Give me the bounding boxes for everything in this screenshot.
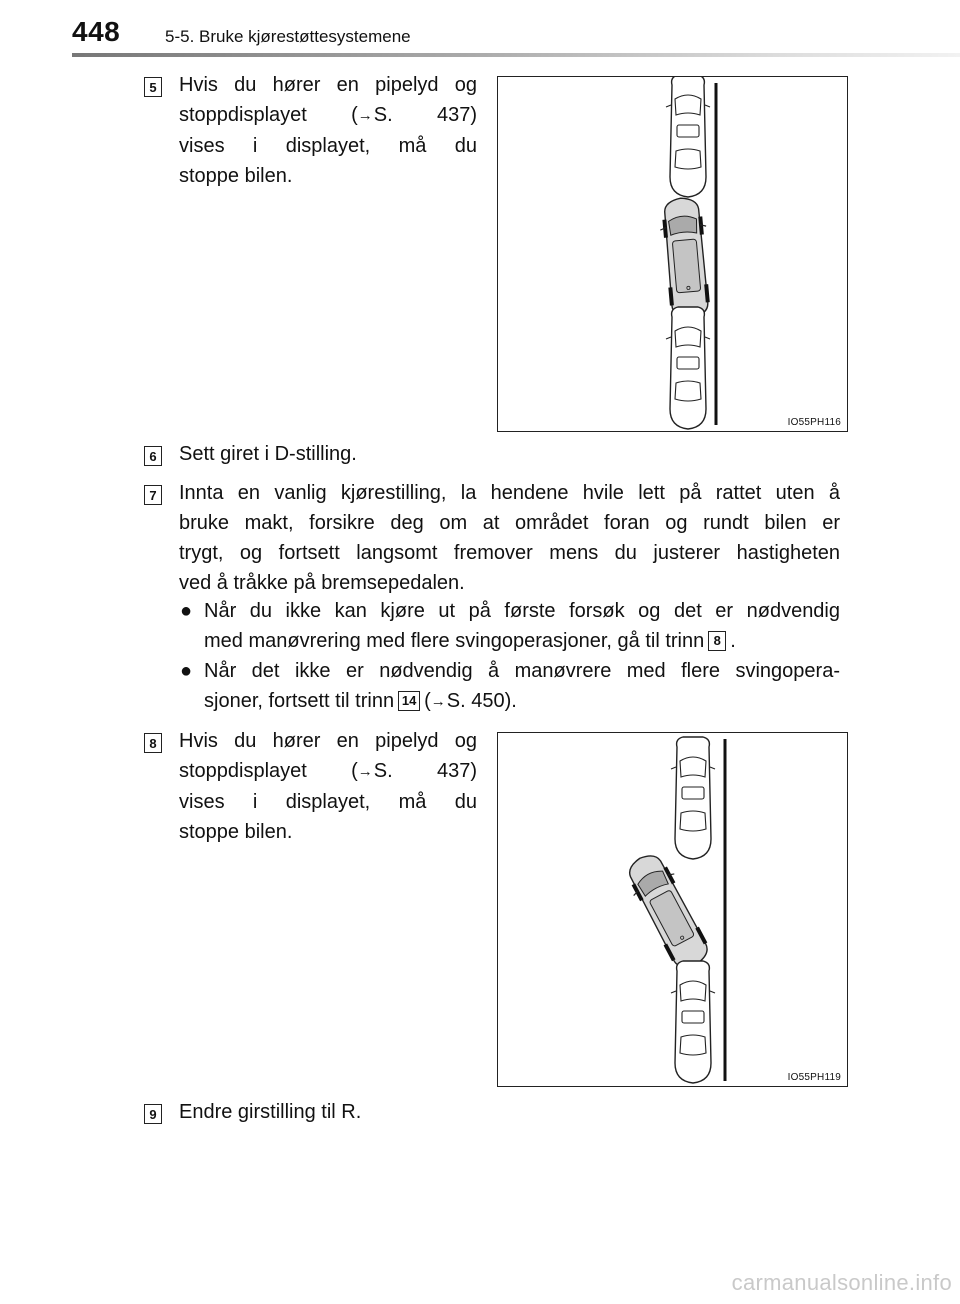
step-ref-8[interactable]: 8 <box>708 631 726 651</box>
step-9-text: Endre girstilling til R. <box>179 1101 362 1123</box>
step-7-bullet-1: Når du ikke kan kjøre ut på første forsøk og det er nødvendig med manøvrering med flere svingoperasjoner, gå til trinn 8 . <box>204 600 840 652</box>
figure-2-label: IO55PH119 <box>787 1072 841 1083</box>
step-6-text: Sett giret i D-stilling. <box>179 443 357 465</box>
step-number-5: 5 <box>144 77 162 97</box>
figure-1-label: IO55PH116 <box>787 417 841 428</box>
step-5-text: Hvis du hører en pipelyd og stoppdisplayet (→S. 437) vises i displayet, må du stoppe bilen. <box>179 74 477 187</box>
watermark: carmanualsonline.info <box>731 1270 952 1295</box>
header-rule <box>72 53 960 57</box>
step-8-text: Hvis du hører en pipelyd og stoppdisplayet (→S. 437) vises i displayet, må du stoppe bilen. <box>179 730 477 843</box>
step-number-7: 7 <box>144 485 162 505</box>
arrow-right-icon: → <box>357 763 373 780</box>
step-number-6: 6 <box>144 446 162 466</box>
step-ref-14[interactable]: 14 <box>398 691 420 711</box>
page-number: 448 <box>72 16 121 47</box>
bullet-icon: ● <box>180 660 193 682</box>
figure-parking-exit-1 <box>497 76 848 432</box>
step-number-8: 8 <box>144 733 162 753</box>
figure-2-illustration <box>498 733 849 1088</box>
step-number-9: 9 <box>144 1104 162 1124</box>
page-header <box>0 0 960 60</box>
step-5-line-2: stoppdisplayet (→S. 437) <box>179 100 477 131</box>
section-title: 5-5. Bruke kjørestøttesystemene <box>165 27 411 46</box>
step-8-line-2: stoppdisplayet (→S. 437) <box>179 756 477 787</box>
arrow-right-icon: → <box>430 693 446 710</box>
bullet-icon: ● <box>180 600 193 622</box>
figure-1-illustration <box>498 77 849 433</box>
step-7-bullet-2: Når det ikke er nødvendig å manøvrere med flere svingopera- sjoner, fortsett til trinn 14 (→S. 450). <box>204 656 840 717</box>
arrow-right-icon: → <box>357 107 373 124</box>
step-7-text: Innta en vanlig kjørestilling, la hendene hvile lett på rattet uten å bruke makt, forsikre deg om at området foran og rundt bilen er trygt, og fortsett langsomt fremover mens du justerer hastigheten ved å tråkke på bremsepedalen. <box>179 482 840 594</box>
figure-parking-exit-2 <box>497 732 848 1087</box>
